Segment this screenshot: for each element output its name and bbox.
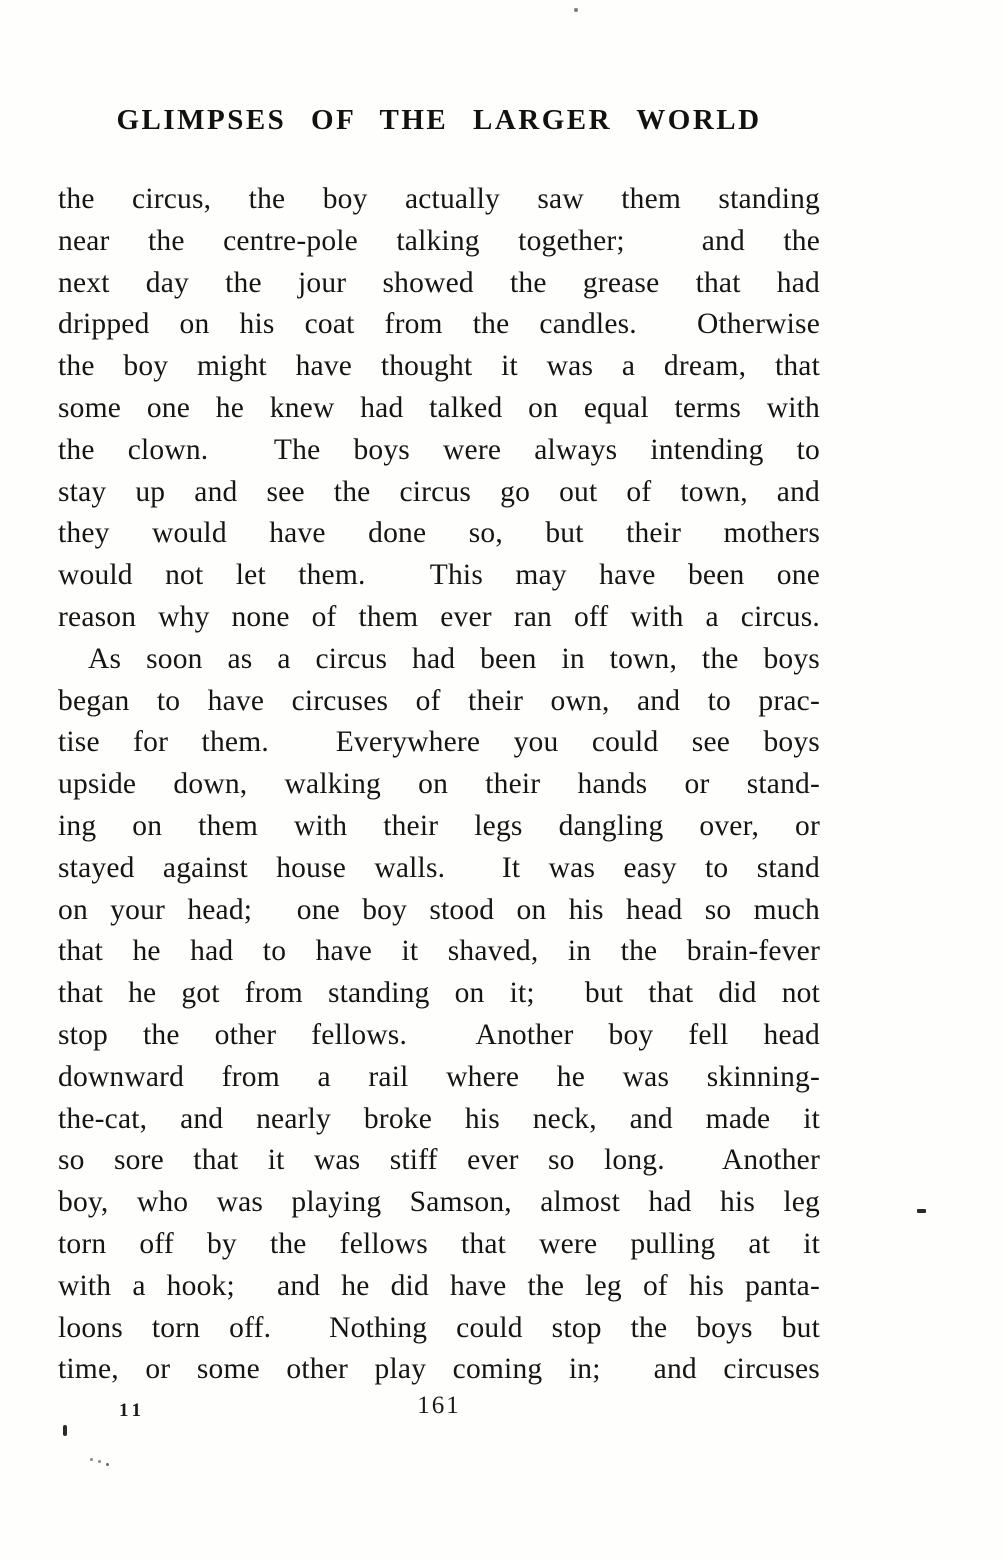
text-line: so sore that it was stiff ever so long. Another (58, 1144, 820, 1177)
text-line: the-cat, and nearly broke his neck, and made it (58, 1102, 820, 1135)
text-line: that he had to have it shaved, in the brain-fever (58, 935, 820, 968)
text-line: began to have circuses of their own, and to prac- (58, 684, 820, 717)
text-line: next day the jour showed the grease that had (58, 266, 820, 299)
text-line: stayed against house walls. It was easy to stand (58, 851, 820, 884)
scan-artifact (574, 8, 578, 12)
text-line: stay up and see the circus go out of town, and (58, 475, 820, 508)
text-line: boy, who was playing Samson, almost had his leg (58, 1186, 820, 1219)
text-line: would not let them. This may have been one (58, 559, 820, 592)
text-line: some one he knew had talked on equal terms with (58, 391, 820, 424)
text-line: torn off by the fellows that were pulling at it (58, 1227, 820, 1260)
page-number: 161 (417, 1392, 461, 1419)
running-head: GLIMPSES OF THE LARGER WORLD (116, 104, 762, 136)
text-line: the clown. The boys were always intending to (58, 433, 820, 466)
text-line: they would have done so, but their mothers (58, 517, 820, 550)
text-line: stop the other fellows. Another boy fell head (58, 1018, 820, 1051)
body-text (58, 179, 820, 1391)
text-line: the boy might have thought it was a dream, that (58, 350, 820, 383)
text-line: ing on them with their legs dangling over, or (58, 809, 820, 842)
text-line: upside down, walking on their hands or stand- (58, 768, 820, 801)
text-line: with a hook; and he did have the leg of his panta- (58, 1269, 820, 1302)
text-line: reason why none of them ever ran off with a circus. (58, 600, 820, 633)
text-line-paragraph-start: As soon as a circus had been in town, the boys (88, 642, 820, 675)
text-line: time, or some other play coming in; and circuses (58, 1353, 820, 1386)
signature-mark: 11 (119, 1400, 145, 1421)
text-line: tise for them. Everywhere you could see boys (58, 726, 820, 759)
scan-artifact (917, 1209, 926, 1213)
scan-artifact (90, 1458, 93, 1461)
text-line: downward from a rail where he was skinning- (58, 1060, 820, 1093)
scan-artifact (63, 1425, 67, 1436)
text-line: dripped on his coat from the candles. Otherwise (58, 308, 820, 341)
text-line: the circus, the boy actually saw them standing (58, 183, 820, 215)
text-line: on your head; one boy stood on his head so much (58, 893, 820, 926)
text-line: near the centre-pole talking together; and the (58, 224, 820, 257)
text-line: loons torn off. Nothing could stop the boys but (58, 1311, 820, 1344)
text-line: that he got from standing on it; but that did not (58, 977, 820, 1010)
